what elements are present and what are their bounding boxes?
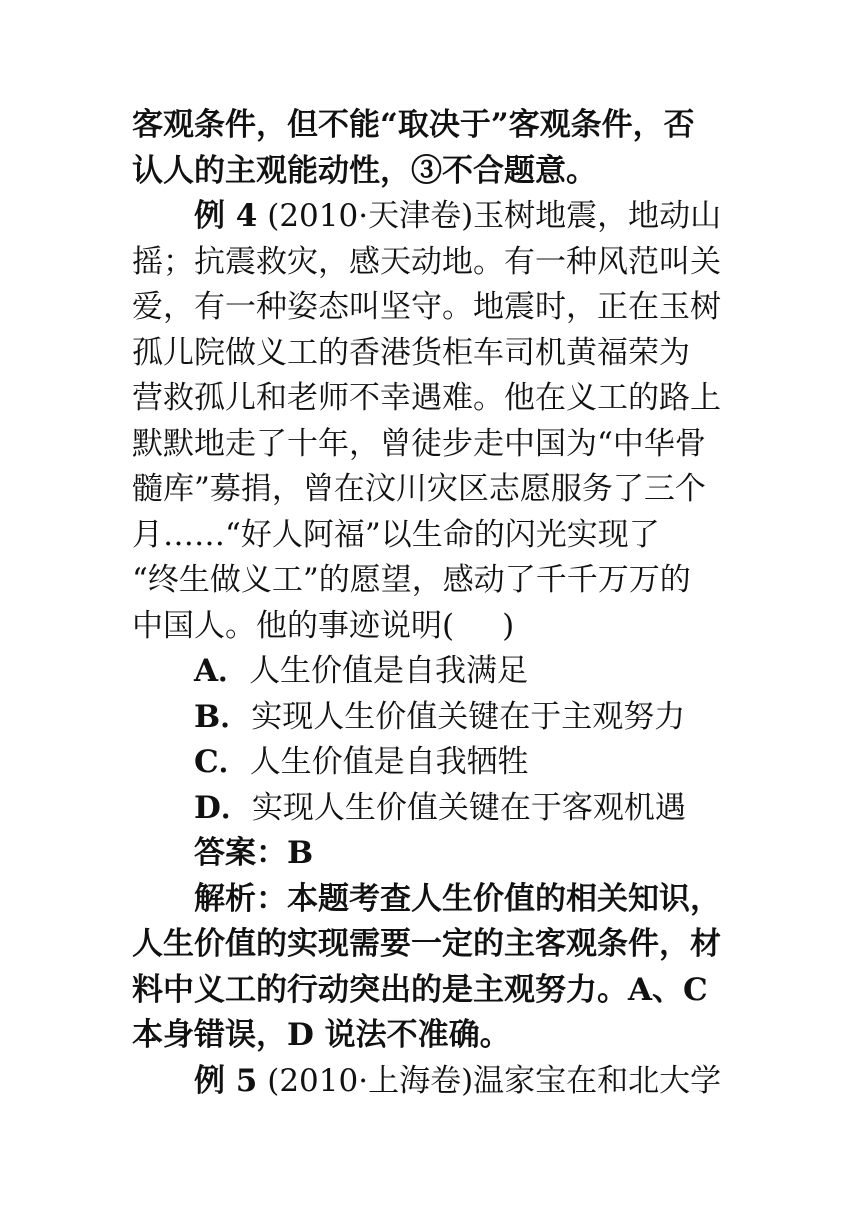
analysis-line-1: 人生价值的实现需要一定的主客观条件，材 bbox=[132, 926, 721, 962]
option-a-letter: A． bbox=[194, 653, 250, 689]
question-close: ) bbox=[502, 607, 515, 644]
answer-value: B bbox=[287, 835, 314, 871]
example-4-question-line bbox=[132, 604, 732, 650]
analysis-line-0 bbox=[132, 877, 732, 923]
example-4-line-6: 髓库”募捐，曾在汶川灾区志愿服务了三个 bbox=[132, 471, 706, 507]
option-b bbox=[132, 695, 732, 741]
example-4-line-0: 玉树地震，地动山 bbox=[473, 198, 722, 234]
option-b-text: 实现人生价值关键在于主观努力 bbox=[251, 698, 686, 735]
option-d-letter: D． bbox=[194, 789, 252, 826]
answer-line bbox=[132, 831, 732, 877]
option-c-letter: C． bbox=[194, 744, 250, 780]
prev-line-2: 认人的主观能动性，③不合题意。 bbox=[132, 152, 597, 189]
option-d-text: 实现人生价值关键在于客观机遇 bbox=[251, 789, 686, 826]
option-c bbox=[132, 740, 732, 786]
example-4-source: (2010·天津卷) bbox=[267, 198, 474, 234]
example-4-line-3: 孤儿院做义工的香港货柜车司机黄福荣为 bbox=[132, 334, 690, 371]
analysis-label: 解析： bbox=[194, 880, 287, 917]
option-d bbox=[132, 786, 732, 832]
prev-line-1: 客观条件，但不能“取决于”客观条件，否 bbox=[132, 107, 695, 143]
answer-label: 答案： bbox=[194, 835, 287, 871]
option-a bbox=[132, 649, 732, 695]
example-4-line-4: 营救孤儿和老师不幸遇难。他在义工的路上 bbox=[132, 380, 721, 416]
example-4-line-8: “终生做义工”的愿望，感动了千千万万的 bbox=[132, 562, 691, 598]
example-5-label: 例 5 bbox=[194, 1062, 258, 1099]
example-4-label: 例 4 bbox=[194, 198, 258, 234]
example-5-source: (2010·上海卷) bbox=[267, 1062, 474, 1099]
question-text: 中国人。他的事迹说明( bbox=[132, 607, 455, 644]
analysis-line-2: 料中义工的行动突出的是主观努力。A、C bbox=[132, 971, 708, 1008]
example-4-line-7: 月……“好人阿福”以生命的闪光实现了 bbox=[132, 516, 660, 553]
option-a-text: 人生价值是自我满足 bbox=[249, 653, 529, 689]
option-b-letter: B． bbox=[194, 698, 252, 735]
analysis-line-3: 本身错误，D 说法不准确。 bbox=[132, 1017, 511, 1053]
example-4-line-5: 默默地走了十年，曾徒步走中国为“中华骨 bbox=[132, 425, 706, 462]
example-5-text: 温家宝在和北大学 bbox=[473, 1062, 722, 1099]
analysis-text-0: 本题考查人生价值的相关知识， bbox=[287, 880, 721, 917]
option-c-text: 人生价值是自我牺牲 bbox=[249, 744, 529, 780]
example-4-line-1: 摇；抗震救灾，感天动地。有一种风范叫关 bbox=[132, 243, 721, 280]
example-4-heading bbox=[132, 194, 732, 240]
example-5-heading bbox=[132, 1059, 732, 1105]
document-page bbox=[132, 103, 732, 1104]
example-4-line-2: 爱，有一种姿态叫坚守。地震时，正在玉树 bbox=[132, 289, 721, 325]
